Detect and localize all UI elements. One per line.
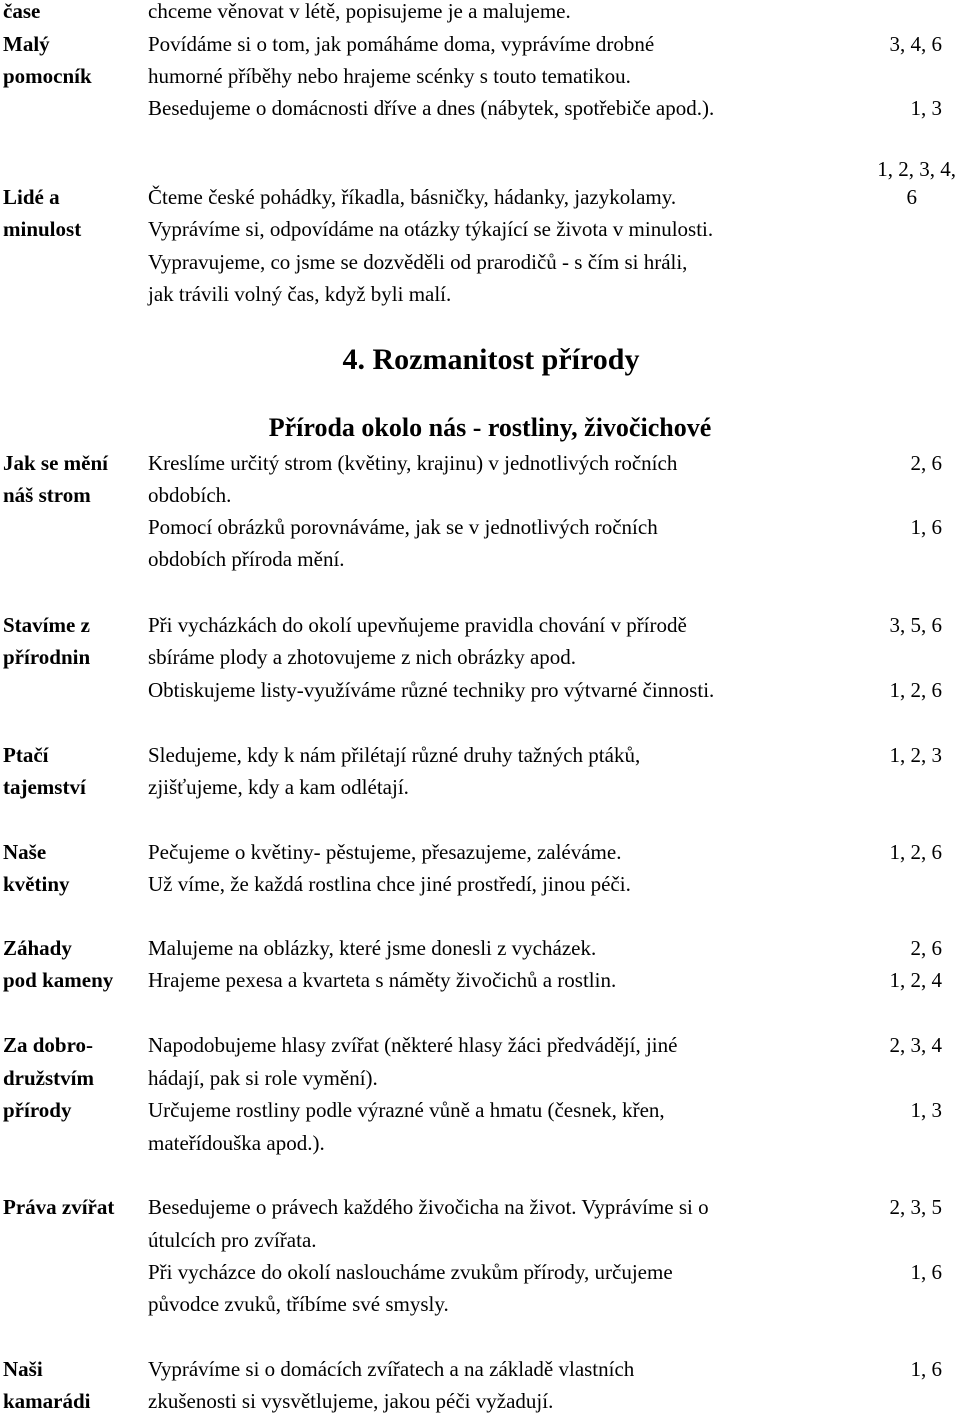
topic-cell: květiny <box>3 872 70 896</box>
activity-cell: obdobích příroda mění. <box>148 547 345 571</box>
topic-cell: Malý <box>3 32 50 56</box>
table-row <box>0 932 960 965</box>
section-title-text: 4. Rozmanitost přírody <box>342 343 640 376</box>
activity-cell: původce zvuků, tříbíme své smysly. <box>148 1292 449 1316</box>
codes-cell: 1, 6 <box>910 515 942 539</box>
topic-cell: čase <box>3 0 41 23</box>
topic-cell: pomocník <box>3 64 92 88</box>
table-row <box>0 868 960 901</box>
topic-cell: Lidé a <box>3 185 60 209</box>
activity-cell: hádají, pak si role vymění). <box>148 1066 378 1090</box>
codes-cell: 3, 5, 6 <box>889 613 942 637</box>
codes-cell: 2, 3, 5 <box>889 1195 942 1219</box>
activity-cell: sbíráme plody a zhotovujeme z nich obrázky apod. <box>148 645 577 669</box>
table-row <box>0 1062 960 1095</box>
codes-cell: 2, 6 <box>910 451 942 475</box>
activity-cell: Vyprávíme si o domácích zvířatech a na základě vlastních <box>148 1357 635 1381</box>
table-row <box>0 771 960 804</box>
topic-cell: Stavíme z <box>3 613 90 637</box>
table-row <box>0 28 960 61</box>
table-row <box>0 479 960 512</box>
activity-cell: Při vycházce do okolí nasloucháme zvukům přírody, určujeme <box>148 1260 673 1284</box>
activity-cell: Pečujeme o květiny- pěstujeme, přesazujeme, zaléváme. <box>148 840 622 864</box>
table-row <box>0 1256 960 1289</box>
table-row <box>0 1191 960 1224</box>
activity-cell: zjišťujeme, kdy a kam odlétají. <box>148 775 409 799</box>
activity-cell: Už víme, že každá rostlina chce jiné prostředí, jinou péči. <box>148 872 631 896</box>
activity-cell: Napodobujeme hlasy zvířat (některé hlasy žáci předvádějí, jiné <box>148 1033 678 1057</box>
table-row <box>0 92 960 125</box>
activity-cell: humorné příběhy nebo hrajeme scénky s touto tematikou. <box>148 64 631 88</box>
activity-cell: Obtiskujeme listy-využíváme různé techniky pro výtvarné činnosti. <box>148 678 715 702</box>
table-row <box>0 511 960 544</box>
topic-cell: Záhady <box>3 936 72 960</box>
codes-cell: 1, 2, 6 <box>889 678 942 702</box>
topic-cell: minulost <box>3 217 82 241</box>
table-row <box>0 739 960 772</box>
activity-cell: Určujeme rostliny podle výrazné vůně a hmatu (česnek, křen, <box>148 1098 665 1122</box>
codes-cell: 1, 6 <box>910 1260 942 1284</box>
topic-cell: přírodnin <box>3 645 91 669</box>
topic-cell: Práva zvířat <box>3 1195 115 1219</box>
activity-cell: Při vycházkách do okolí upevňujeme pravidla chování v přírodě <box>148 613 687 637</box>
topic-cell: přírody <box>3 1098 72 1122</box>
table-row <box>0 60 960 93</box>
activity-cell: Malujeme na oblázky, které jsme donesli z vycházek. <box>148 936 597 960</box>
codes-cell: 1, 2, 4 <box>889 968 942 992</box>
table-row <box>0 836 960 869</box>
codes-cell: 3, 4, 6 <box>889 32 942 56</box>
codes-cell: 1, 3 <box>910 96 942 120</box>
table-row <box>0 1353 960 1386</box>
topic-cell: Naše <box>3 840 47 864</box>
activity-cell: Besedujeme o právech každého živočicha na život. Vyprávíme si o <box>148 1195 709 1219</box>
section-title <box>0 341 960 379</box>
table-row <box>0 246 960 279</box>
table-row <box>0 674 960 707</box>
activity-cell: Čteme české pohádky, říkadla, básničky, hádanky, jazykolamy. <box>148 185 677 209</box>
subsection-title <box>0 410 960 446</box>
topic-cell: Ptačí <box>3 743 49 767</box>
topic-cell: kamarádi <box>3 1389 91 1413</box>
table-row <box>0 609 960 642</box>
table-row <box>0 1029 960 1062</box>
codes-cell: 6 <box>906 185 917 209</box>
topic-cell: náš strom <box>3 483 91 507</box>
codes-cell: 1, 2, 6 <box>889 840 942 864</box>
codes-cell: 2, 3, 4 <box>889 1033 942 1057</box>
activity-cell: Hrajeme pexesa a kvarteta s náměty živočichů a rostlin. <box>148 968 617 992</box>
activity-cell: Vypravujeme, co jsme se dozvěděli od prarodičů - s čím si hráli, <box>148 250 688 274</box>
topic-cell: Jak se mění <box>3 451 108 475</box>
codes-cell: 1, 3 <box>910 1098 942 1122</box>
table-row <box>0 181 960 214</box>
activity-cell: jak trávili volný čas, když byli malí. <box>148 282 452 306</box>
topic-cell: družstvím <box>3 1066 94 1090</box>
table-row <box>0 543 960 576</box>
activity-cell: Kreslíme určitý strom (květiny, krajinu) v jednotlivých ročních <box>148 451 678 475</box>
codes-cell: 1, 2, 3, 4, <box>877 157 956 181</box>
table-row <box>0 1224 960 1257</box>
activity-cell: zkušenosti si vysvětlujeme, jakou péči vyžadují. <box>148 1389 554 1413</box>
activity-cell: Povídáme si o tom, jak pomáháme doma, vyprávíme drobné <box>148 32 655 56</box>
table-row <box>0 964 960 997</box>
codes-cell: 1, 6 <box>910 1357 942 1381</box>
table-row <box>0 1385 960 1418</box>
subsection-title-text: Příroda okolo nás - rostliny, živočichové <box>268 413 712 442</box>
table-row <box>0 213 960 246</box>
table-row <box>0 1094 960 1127</box>
table-row <box>0 1288 960 1321</box>
table-row <box>0 278 960 311</box>
activity-cell: útulcích pro zvířata. <box>148 1228 317 1252</box>
activity-cell: Besedujeme o domácnosti dříve a dnes (nábytek, spotřebiče apod.). <box>148 96 715 120</box>
activity-cell: mateřídouška apod.). <box>148 1131 325 1155</box>
activity-cell: obdobích. <box>148 483 232 507</box>
activity-cell: chceme věnovat v létě, popisujeme je a malujeme. <box>148 0 571 23</box>
topic-cell: pod kameny <box>3 968 114 992</box>
activity-cell: Pomocí obrázků porovnáváme, jak se v jednotlivých ročních <box>148 515 658 539</box>
table-row <box>0 1127 960 1160</box>
activity-cell: Sledujeme, kdy k nám přilétají různé druhy tažných ptáků, <box>148 743 641 767</box>
codes-cell: 1, 2, 3 <box>889 743 942 767</box>
table-row <box>0 447 960 480</box>
topic-cell: tajemství <box>3 775 86 799</box>
topic-cell: Za dobro- <box>3 1033 94 1057</box>
table-row <box>0 0 960 28</box>
table-row <box>0 641 960 674</box>
activity-cell: Vyprávíme si, odpovídáme na otázky týkající se života v minulosti. <box>148 217 714 241</box>
topic-cell: Naši <box>3 1357 43 1381</box>
codes-cell: 2, 6 <box>910 936 942 960</box>
